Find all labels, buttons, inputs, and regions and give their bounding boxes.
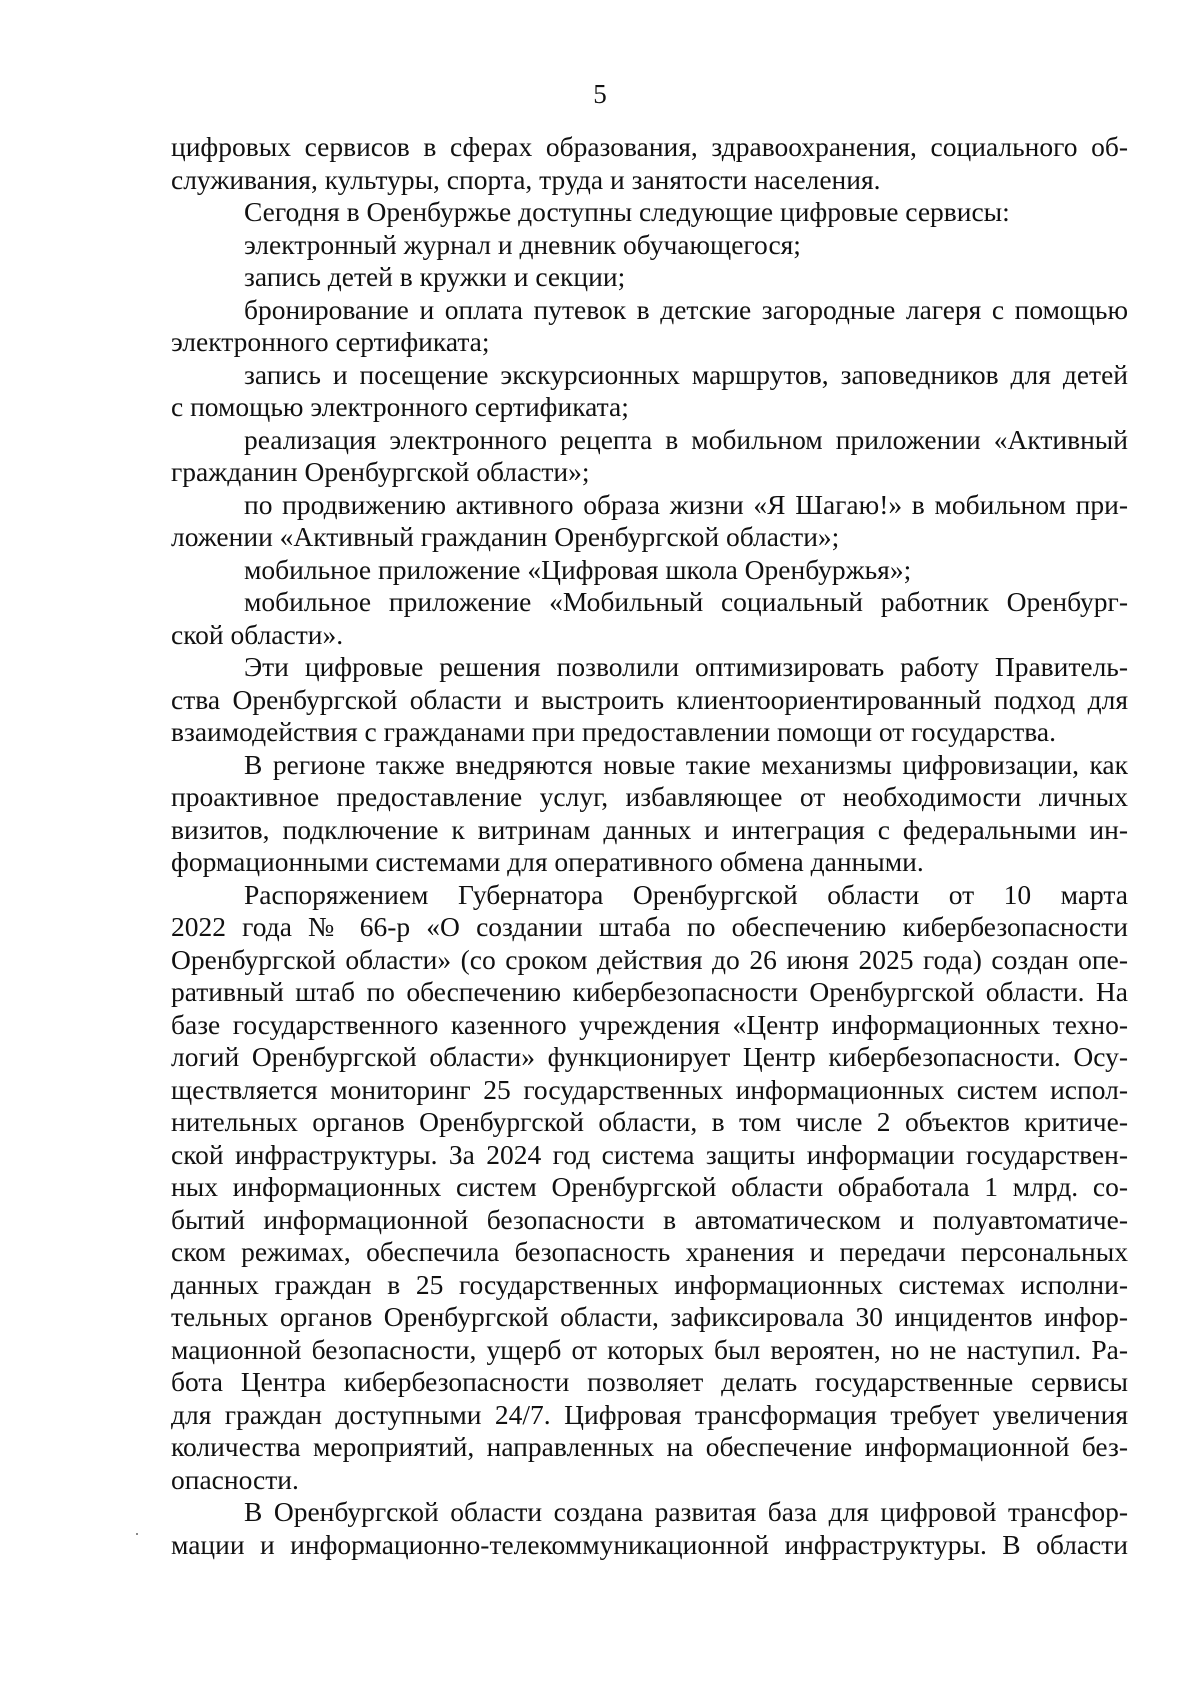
text-line: В регионе также внедряются новые такие механизмы цифровизации, как (244, 748, 1128, 780)
page-number: 5 (593, 79, 607, 109)
text-line: базе государственного казенного учреждения «Центр информационных техно- (171, 1008, 1128, 1040)
text-line: ных информационных систем Оренбургской области обработала 1 млрд. со- (171, 1171, 1128, 1202)
text-line: опасности. (171, 1463, 299, 1495)
text-line: тельных органов Оренбургской области, зафиксировала 30 инцидентов инфор- (171, 1301, 1128, 1332)
text-line: В Оренбургской области создана развитая база для цифровой трансфор- (244, 1496, 1128, 1527)
text-line: количества мероприятий, направленных на обеспечение информационной без- (171, 1431, 1128, 1462)
text-line: нительных органов Оренбургской области, в том числе 2 объектов критиче- (171, 1106, 1128, 1137)
text-line: по продвижению активного образа жизни «Я Шагаю!» в мобильном при- (244, 488, 1128, 520)
text-line: проактивное предоставление услуг, избавляющее от необходимости личных (171, 781, 1128, 812)
text-line: мации и информационно-телекоммуникационной инфраструктуры. В области (171, 1528, 1128, 1560)
text-line: реализация электронного рецепта в мобильном приложении «Активный (244, 423, 1128, 455)
text-line: формационными системами для оперативного обмена данными. (171, 846, 924, 877)
text-line: запись и посещение экскурсионных маршрутов, заповедников для детей (244, 358, 1128, 390)
text-line: бронирование и оплата путевок в детские загородные лагеря с помощью (244, 293, 1128, 325)
text-line: ском режимах, обеспечила безопасность хранения и передачи персональных (171, 1236, 1128, 1267)
document-body (171, 131, 1128, 1561)
text-line: гражданин Оренбургской области»; (171, 456, 590, 487)
text-line: ществляется мониторинг 25 государственных информационных систем испол- (171, 1073, 1128, 1105)
text-line: ской области». (171, 618, 344, 650)
text-line: Распоряжением Губернатора Оренбургской области от 10 марта (244, 878, 1128, 910)
text-line: мационной безопасности, ущерб от которых был вероятен, но не наступил. Ра- (171, 1333, 1128, 1365)
text-line: данных граждан в 25 государственных информационных системах исполни- (171, 1268, 1128, 1300)
text-line: ложении «Активный гражданин Оренбургской области»; (171, 521, 840, 552)
text-line: логий Оренбургской области» функционирует Центр кибербезопасности. Осу- (171, 1041, 1128, 1072)
text-line: 2022 года № 66-р «О создании штаба по обеспечению кибербезопасности (171, 911, 1128, 942)
text-line: для граждан доступными 24/7. Цифровая трансформация требует увеличения (171, 1398, 1128, 1430)
text-line: электронный журнал и дневник обучающегося; (244, 228, 801, 260)
text-line: с помощью электронного сертификата; (171, 391, 629, 422)
text-line: запись детей в кружки и секции; (244, 261, 626, 292)
text-line: служивания, культуры, спорта, труда и занятости населения. (171, 163, 881, 195)
text-line: мобильное приложение «Мобильный социальный работник Оренбург- (244, 586, 1128, 617)
text-line: бота Центра кибербезопасности позволяет делать государственные сервисы (171, 1366, 1128, 1397)
text-line: ской инфраструктуры. За 2024 год система защиты информации государствен- (171, 1138, 1128, 1170)
text-line: Эти цифровые решения позволили оптимизировать работу Правитель- (244, 651, 1128, 682)
text-line: электронного сертификата; (171, 326, 490, 357)
text-line: Оренбургской области» (со сроком действия до 26 июня 2025 года) создан опе- (171, 943, 1128, 975)
scan-speck (136, 1533, 138, 1535)
text-line: ративный штаб по обеспечению кибербезопасности Оренбургской области. На (171, 976, 1128, 1007)
text-line: Сегодня в Оренбуржье доступны следующие цифровые сервисы: (244, 196, 1010, 227)
text-line: бытий информационной безопасности в автоматическом и полуавтоматиче- (171, 1203, 1128, 1235)
text-line: мобильное приложение «Цифровая школа Оренбуржья»; (244, 553, 912, 585)
text-line: ства Оренбургской области и выстроить клиентоориентированный подход для (171, 683, 1128, 715)
text-line: визитов, подключение к витринам данных и интеграция с федеральными ин- (171, 813, 1128, 845)
text-line: цифровых сервисов в сферах образования, здравоохранения, социального об- (171, 131, 1128, 162)
text-line: взаимодействия с гражданами при предоставлении помощи от государства. (171, 716, 1056, 747)
